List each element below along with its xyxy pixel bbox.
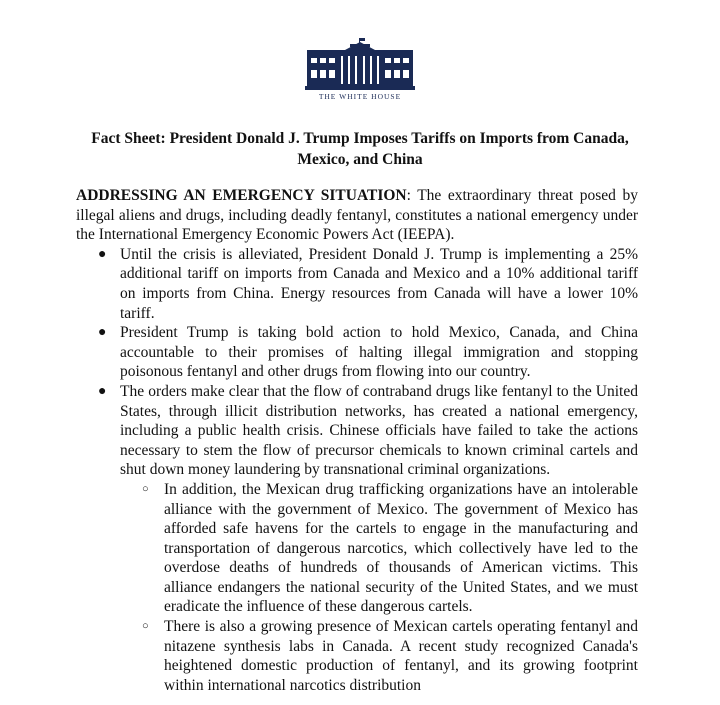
sub-bullet-item [120, 480, 638, 617]
bullet-text: President Trump is taking bold action to hold Mexico, Canada, and China accountable to their promises of halting illegal immigration and stopping poisonous fentanyl and other drugs from flowing into our country. [120, 324, 638, 381]
bullet-item [76, 323, 638, 382]
sub-bullet-text: There is also a growing presence of Mexican cartels operating fentanyl and nitazene synthesis labs in Canada. A recent study recognized Canada's heightened domestic production of fentanyl, and its growing footprint within international narcotics distribution [164, 618, 638, 694]
intro-paragraph [76, 186, 638, 245]
bullet-icon: ● [98, 383, 107, 399]
sub-bullet-list [120, 480, 638, 696]
white-house-logo [300, 38, 420, 108]
sub-bullet-icon: ○ [142, 620, 149, 633]
logo-caption: THE WHITE HOUSE [318, 92, 402, 101]
sub-bullet-text: In addition, the Mexican drug trafficking organizations have an intolerable alliance with the government of Mexico. The government of Mexico has afforded safe havens for the cartels to engage in the manufacturing and transportation of dangerous narcotics, which collectively have led to the overdose deaths of hundreds of thousands of American victims. This alliance endangers the national security of the United States, and we must eradicate the influence of these dangerous cartels. [164, 480, 638, 616]
bullet-text: Until the crisis is alleviated, President Donald J. Trump is implementing a 25% additional tariff on imports from Canada and Mexico and a 10% additional tariff on imports from China. Energy resources from Canada will have a lower 10% tariff. [120, 245, 638, 322]
title-line-2: Mexico, and China [297, 151, 423, 168]
sub-bullet-item [120, 617, 638, 695]
document-body [76, 186, 638, 695]
bullet-list [76, 245, 638, 696]
title-line-1: Fact Sheet: President Donald J. Trump Imposes Tariffs on Imports from Canada, [91, 130, 629, 147]
page-title [60, 128, 660, 170]
intro-text: : The extraordinary threat posed by illegal aliens and drugs, including deadly fentanyl, constitutes a national emergency under the International Emergency Economic Powers Act (IEEPA). [76, 187, 638, 244]
white-house-icon [305, 38, 415, 90]
intro-heading: ADDRESSING AN EMERGENCY SITUATION [76, 187, 407, 204]
bullet-item [76, 245, 638, 323]
bullet-icon: ● [98, 325, 107, 341]
bullet-item [76, 382, 638, 696]
bullet-icon: ● [98, 246, 107, 262]
bullet-text: The orders make clear that the flow of contraband drugs like fentanyl to the United States, through illicit distribution networks, has created a national emergency, including a public health crisis. Chinese officials have failed to take the actions necessary to stem the flow of precursor chemicals to known criminal cartels and shut down money laundering by transnational criminal organizations. [120, 382, 638, 479]
sub-bullet-icon: ○ [142, 482, 149, 495]
